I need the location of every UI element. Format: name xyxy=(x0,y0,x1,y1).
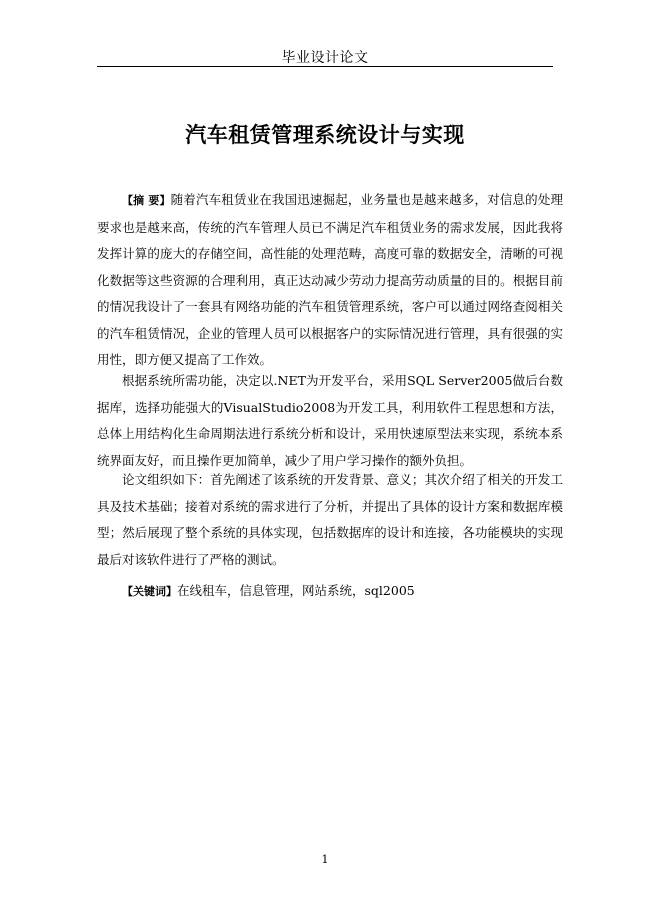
page-number: 1 xyxy=(321,853,329,866)
keywords-line xyxy=(97,578,563,606)
abstract-text-3: 论文组织如下：首先阐述了该系统的开发背景、意义；其次介绍了相关的开发工具及技术基础；接着对系统的需求进行了分析，并提出了具体的设计方案和数据库模型；然后展现了整个系统的具体实现，包括数据库的设计和连接，各功能模块的实现 最后对该软件进行了严格的测试。 xyxy=(97,472,563,567)
abstract-paragraph-1 xyxy=(97,187,563,374)
paper-title: 汽车租赁管理系统设计与实现 xyxy=(185,123,465,147)
header-rule xyxy=(97,66,553,67)
abstract-label: 【摘 要】 xyxy=(122,194,171,207)
abstract-paragraph-2 xyxy=(97,368,563,474)
keywords-label: 【关键词】 xyxy=(122,585,177,598)
abstract-text-1: 随着汽车租赁业在我国迅速掘起，业务量也是越来越多，对信息的处理要求也是越来高，传统的汽车管理人员已不满足汽车租赁业务的需求发展，因此我将发挥计算的庞大的存储空间，高性能的处理范畴，高度可靠的数据安全，清晰的可视化数据等这些资源的合理利用，真正达动减少劳动力提高劳动质量的目的。根据目前的情况我设计了一套具有网络功能的汽车租赁管理系统，客户可以通过网络查阅相关的汽车租赁情况，企业的管理人员可以根据客户的实际情况进行管理，具有很强的实用性，即方便又提高了工作效。 xyxy=(97,192,563,367)
running-header: 毕业设计论文 xyxy=(281,50,369,66)
abstract-text-2: 根据系统所需功能，决定以.NET为开发平台，采用SQL Server2005做后台数据库，选择功能强大的VisualStudio2008为开发工具，利用软件工程思想和方法，总体上用结构化生命周期法进行系统分析和设计，采用快速原型法来实现，系统本系统界面友好，而且操作更加简单，减少了用户学习操作的额外负担。 xyxy=(97,373,563,468)
abstract-paragraph-3 xyxy=(97,467,563,573)
keywords-text: 在线租车，信息管理，网站系统，sql2005 xyxy=(177,583,415,598)
